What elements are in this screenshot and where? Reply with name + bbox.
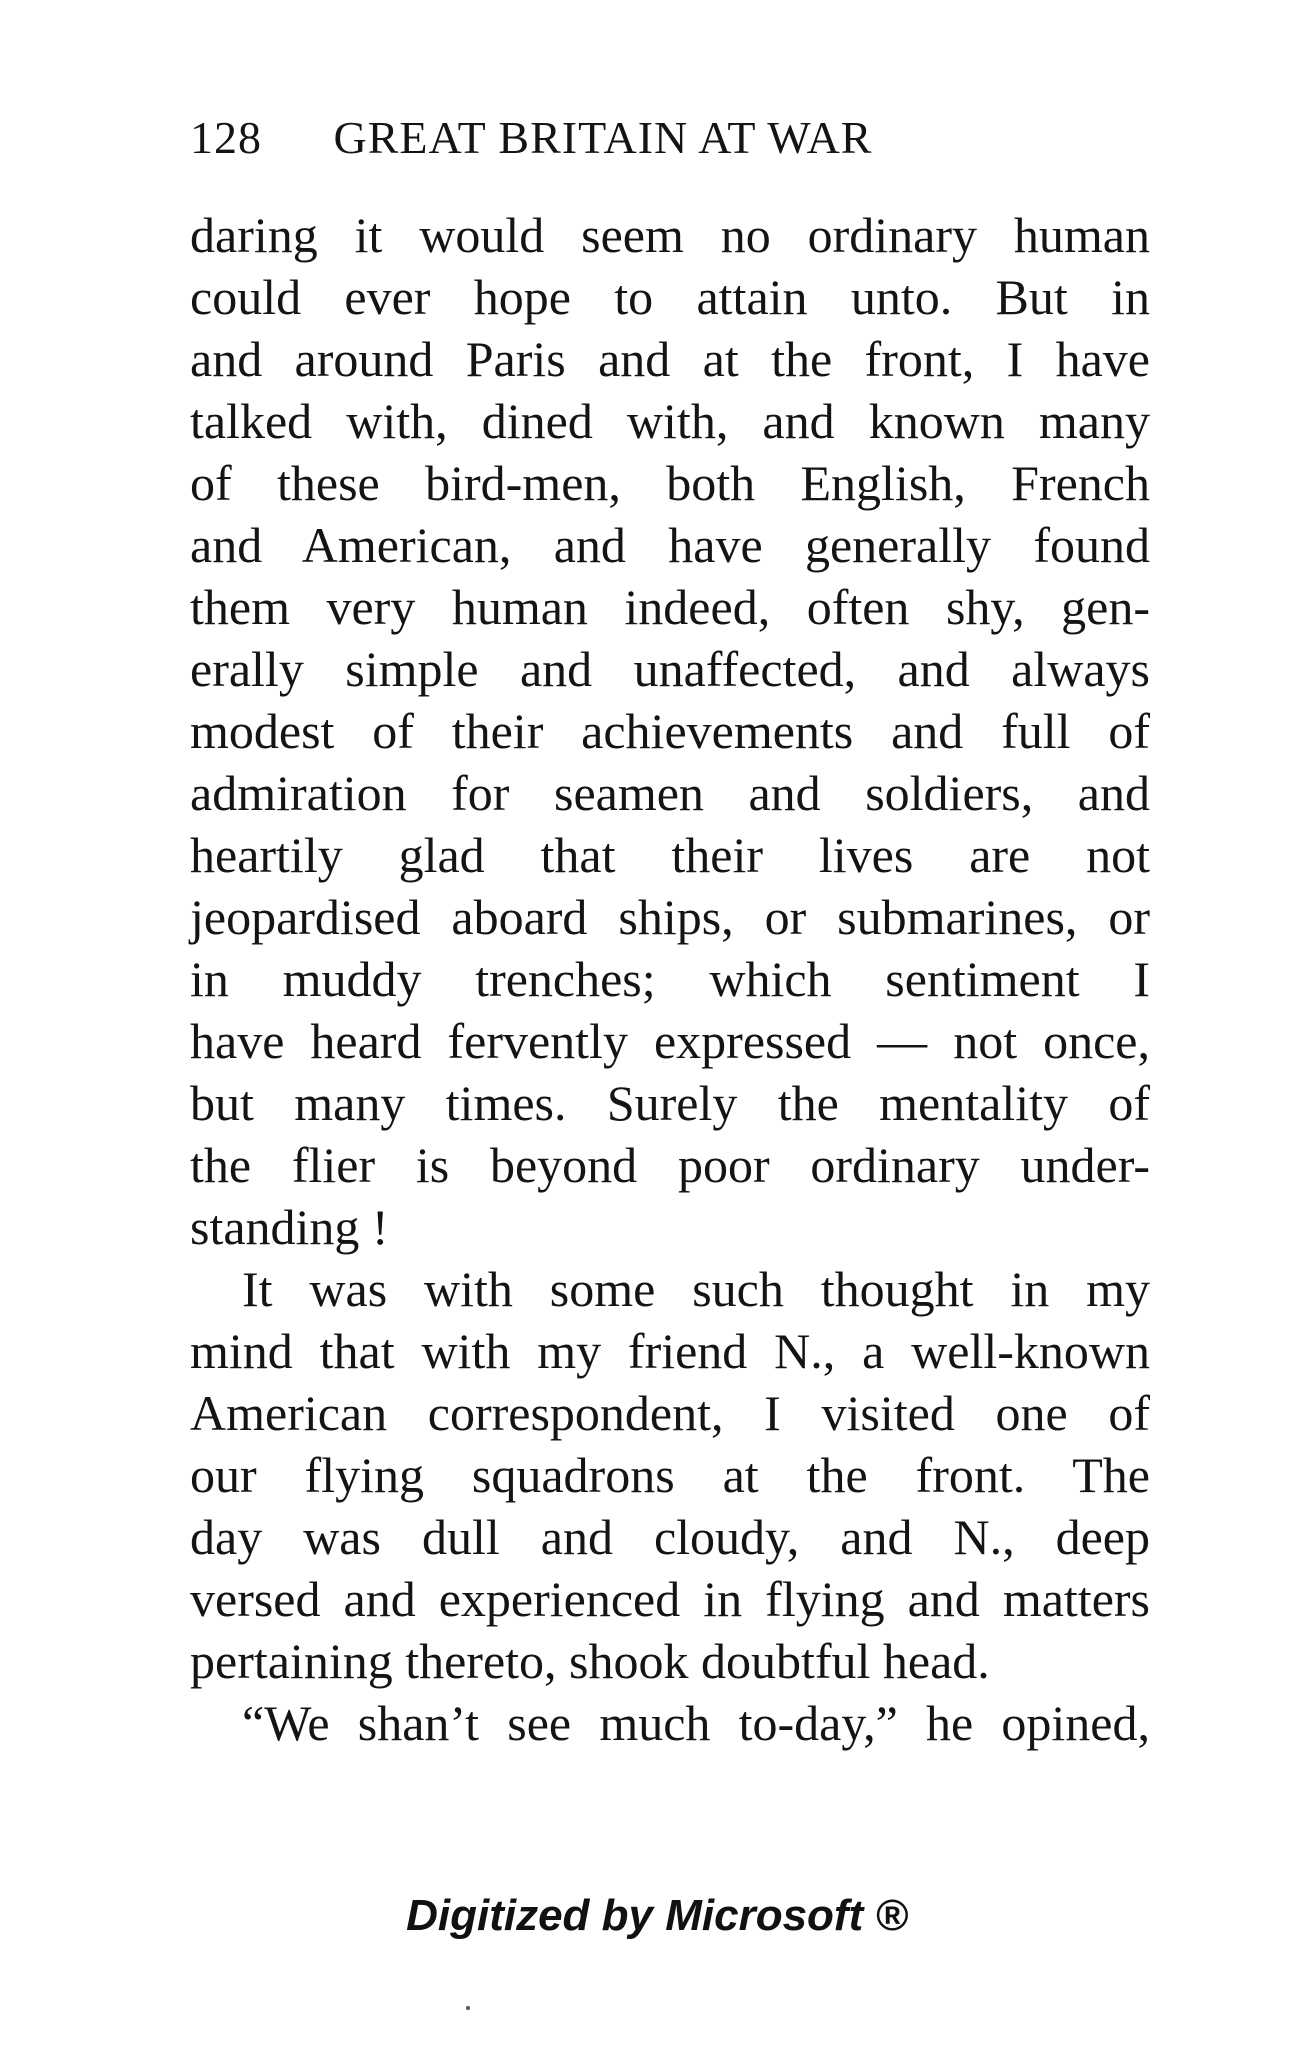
page-number: 128 xyxy=(190,112,262,163)
text-line: them very human indeed, often shy, gen- xyxy=(190,579,1150,635)
text-line: and around Paris and at the front, I have xyxy=(190,331,1150,387)
text-line: but many times. Surely the mentality of xyxy=(190,1075,1150,1131)
text-line: of these bird-men, both English, French xyxy=(190,455,1150,511)
running-head xyxy=(190,108,1150,168)
text-line: versed and experienced in flying and matters xyxy=(190,1571,1150,1627)
text-line: heartily glad that their lives are not xyxy=(190,827,1150,883)
text-line: could ever hope to attain unto. But in xyxy=(190,269,1150,325)
text-line: the flier is beyond poor ordinary under- xyxy=(190,1137,1150,1193)
scan-speck xyxy=(466,2006,470,2010)
text-line: day was dull and cloudy, and N., deep xyxy=(190,1509,1150,1565)
text-line: jeopardised aboard ships, or submarines, or xyxy=(190,889,1150,945)
text-line: mind that with my friend N., a well-known xyxy=(190,1323,1150,1379)
text-line: daring it would seem no ordinary human xyxy=(190,207,1150,263)
paragraph-end-line: pertaining thereto, shook doubtful head. xyxy=(190,1633,990,1689)
body-text xyxy=(190,204,1150,1754)
text-line: our flying squadrons at the front. The xyxy=(190,1447,1150,1503)
text-line: have heard fervently expressed — not once, xyxy=(190,1013,1150,1069)
text-line: talked with, dined with, and known many xyxy=(190,393,1150,449)
text-line: in muddy trenches; which sentiment I xyxy=(190,951,1150,1007)
text-line: and American, and have generally found xyxy=(190,517,1150,573)
digitization-watermark: Digitized by Microsoft ® xyxy=(406,1891,908,1940)
paragraph-end-line: standing ! xyxy=(190,1199,389,1255)
paragraph-start-line: It was with some such thought in my xyxy=(242,1261,1150,1317)
running-title: GREAT BRITAIN AT WAR xyxy=(333,112,873,163)
paragraph-start-line: “We shan’t see much to-day,” he opined, xyxy=(242,1695,1150,1751)
text-line: American correspondent, I visited one of xyxy=(190,1385,1150,1441)
text-line: admiration for seamen and soldiers, and xyxy=(190,765,1150,821)
text-line: erally simple and unaffected, and always xyxy=(190,641,1150,697)
text-line: modest of their achievements and full of xyxy=(190,703,1150,759)
